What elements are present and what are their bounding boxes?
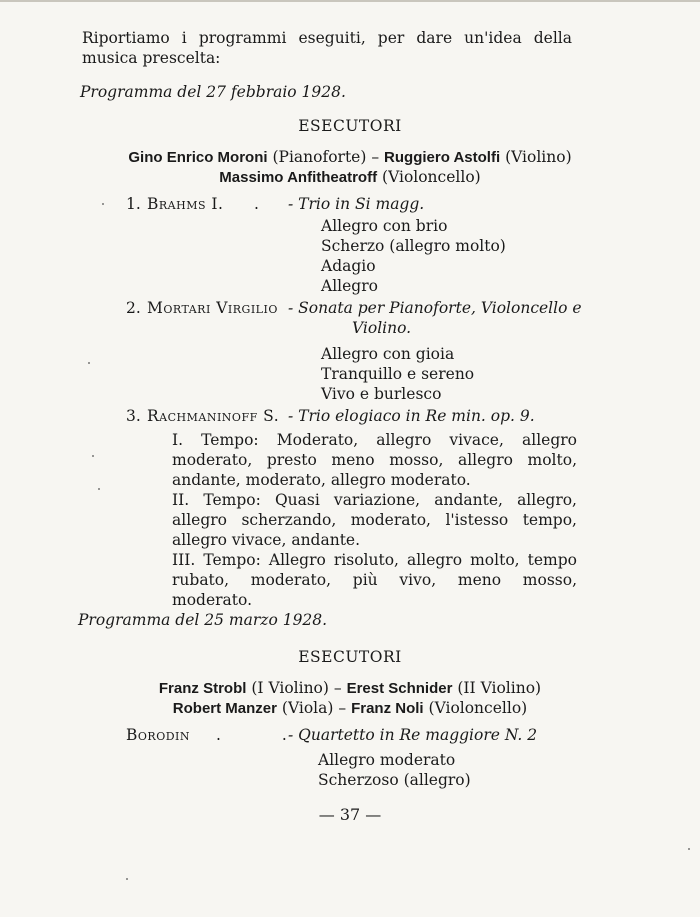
- program1-performers-line1: Gino Enrico Moroni (Pianoforte) – Ruggiero Astolfi (Violino): [128, 148, 572, 166]
- scan-edge: [0, 0, 700, 2]
- work-title: - Trio in Si magg.: [288, 195, 425, 213]
- work-title-continued: Violino.: [352, 319, 412, 337]
- leader-dots: .: [254, 195, 259, 213]
- performer-role: (Viola): [281, 699, 334, 717]
- program2-performers-line1: Franz Strobl (I Violino) – Erest Schnider (II Violino): [158, 679, 542, 697]
- tempo-paragraph: III. Tempo: Allegro risoluto, allegro molto, tempo rubato, moderato, più vivo, meno mosso, moderato.: [172, 551, 577, 609]
- performer-role: (Violoncello): [428, 699, 528, 717]
- performer-name: Massimo Anfitheatroff: [219, 169, 378, 186]
- tempo-paragraph: I. Tempo: Moderato, allegro vivace, allegro moderato, presto meno mosso, allegro molto, andante, moderato, allegro moderato.: [172, 431, 577, 489]
- composer-name: Rachmaninoff S.: [147, 407, 280, 425]
- performer-name: Robert Manzer: [172, 700, 277, 717]
- performer-role: (Violino): [505, 148, 572, 166]
- movement: Allegro moderato: [318, 751, 456, 769]
- item-number: 1.: [126, 195, 141, 213]
- program2-heading: ESECUTORI: [298, 648, 402, 666]
- movement: Tranquillo e sereno: [321, 365, 475, 383]
- composer-name: Mortari Virgilio: [147, 299, 278, 317]
- movement: Allegro con brio: [321, 217, 448, 235]
- work-title: - Sonata per Pianoforte, Violoncello e: [288, 299, 582, 317]
- movement: Allegro con gioia: [321, 345, 455, 363]
- program1-performers-line2: [0, 167, 700, 188]
- movement: Adagio: [321, 257, 376, 275]
- scan-speck: [688, 848, 690, 850]
- performer-role: (Violoncello): [382, 168, 481, 186]
- performer-name: Ruggiero Astolfi: [384, 149, 501, 166]
- performer-role: (I Violino): [251, 679, 329, 697]
- item-number: 3.: [126, 407, 141, 425]
- tempo-paragraph: II. Tempo: Quasi variazione, andante, allegro, allegro scherzando, moderato, l'istesso tempo, allegro vivace, andante.: [172, 491, 577, 549]
- movement: Scherzoso (allegro): [318, 771, 471, 789]
- program1-heading: ESECUTORI: [298, 117, 402, 135]
- scan-speck: [102, 203, 104, 205]
- performer-name: Erest Schnider: [346, 680, 453, 697]
- scan-speck: [126, 878, 128, 880]
- program2-performers-line2: Robert Manzer (Viola) – Franz Noli (Violoncello): [172, 699, 528, 717]
- page-number: — 37 —: [318, 805, 382, 824]
- work-title: - Quartetto in Re maggiore N. 2: [288, 726, 538, 744]
- performer-name: Franz Noli: [351, 700, 424, 717]
- performer-name: Franz Strobl: [158, 680, 247, 697]
- intro-paragraph: Riportiamo i programmi eseguiti, per dare un'idea della musica prescelta:: [82, 29, 572, 67]
- movement: Vivo e burlesco: [321, 385, 442, 403]
- scan-speck: [92, 455, 94, 457]
- movement: Scherzo (allegro molto): [321, 237, 506, 255]
- performer-role: (II Violino): [457, 679, 542, 697]
- leader-dots: . .: [216, 726, 315, 744]
- work-title: - Trio elogiaco in Re min. op. 9.: [288, 407, 535, 425]
- program1-date: Programma del 27 febbraio 1928.: [80, 83, 346, 101]
- scan-speck: [88, 362, 90, 364]
- movement: Allegro: [321, 277, 378, 295]
- composer-name: Brahms I.: [147, 195, 224, 213]
- item-number: 2.: [126, 299, 141, 317]
- program2-date: Programma del 25 marzo 1928.: [78, 611, 328, 629]
- performer-name: Gino Enrico Moroni: [128, 149, 268, 166]
- composer-name: Borodin: [126, 726, 190, 744]
- performer-role: (Pianoforte): [272, 148, 367, 166]
- scan-speck: [98, 488, 100, 490]
